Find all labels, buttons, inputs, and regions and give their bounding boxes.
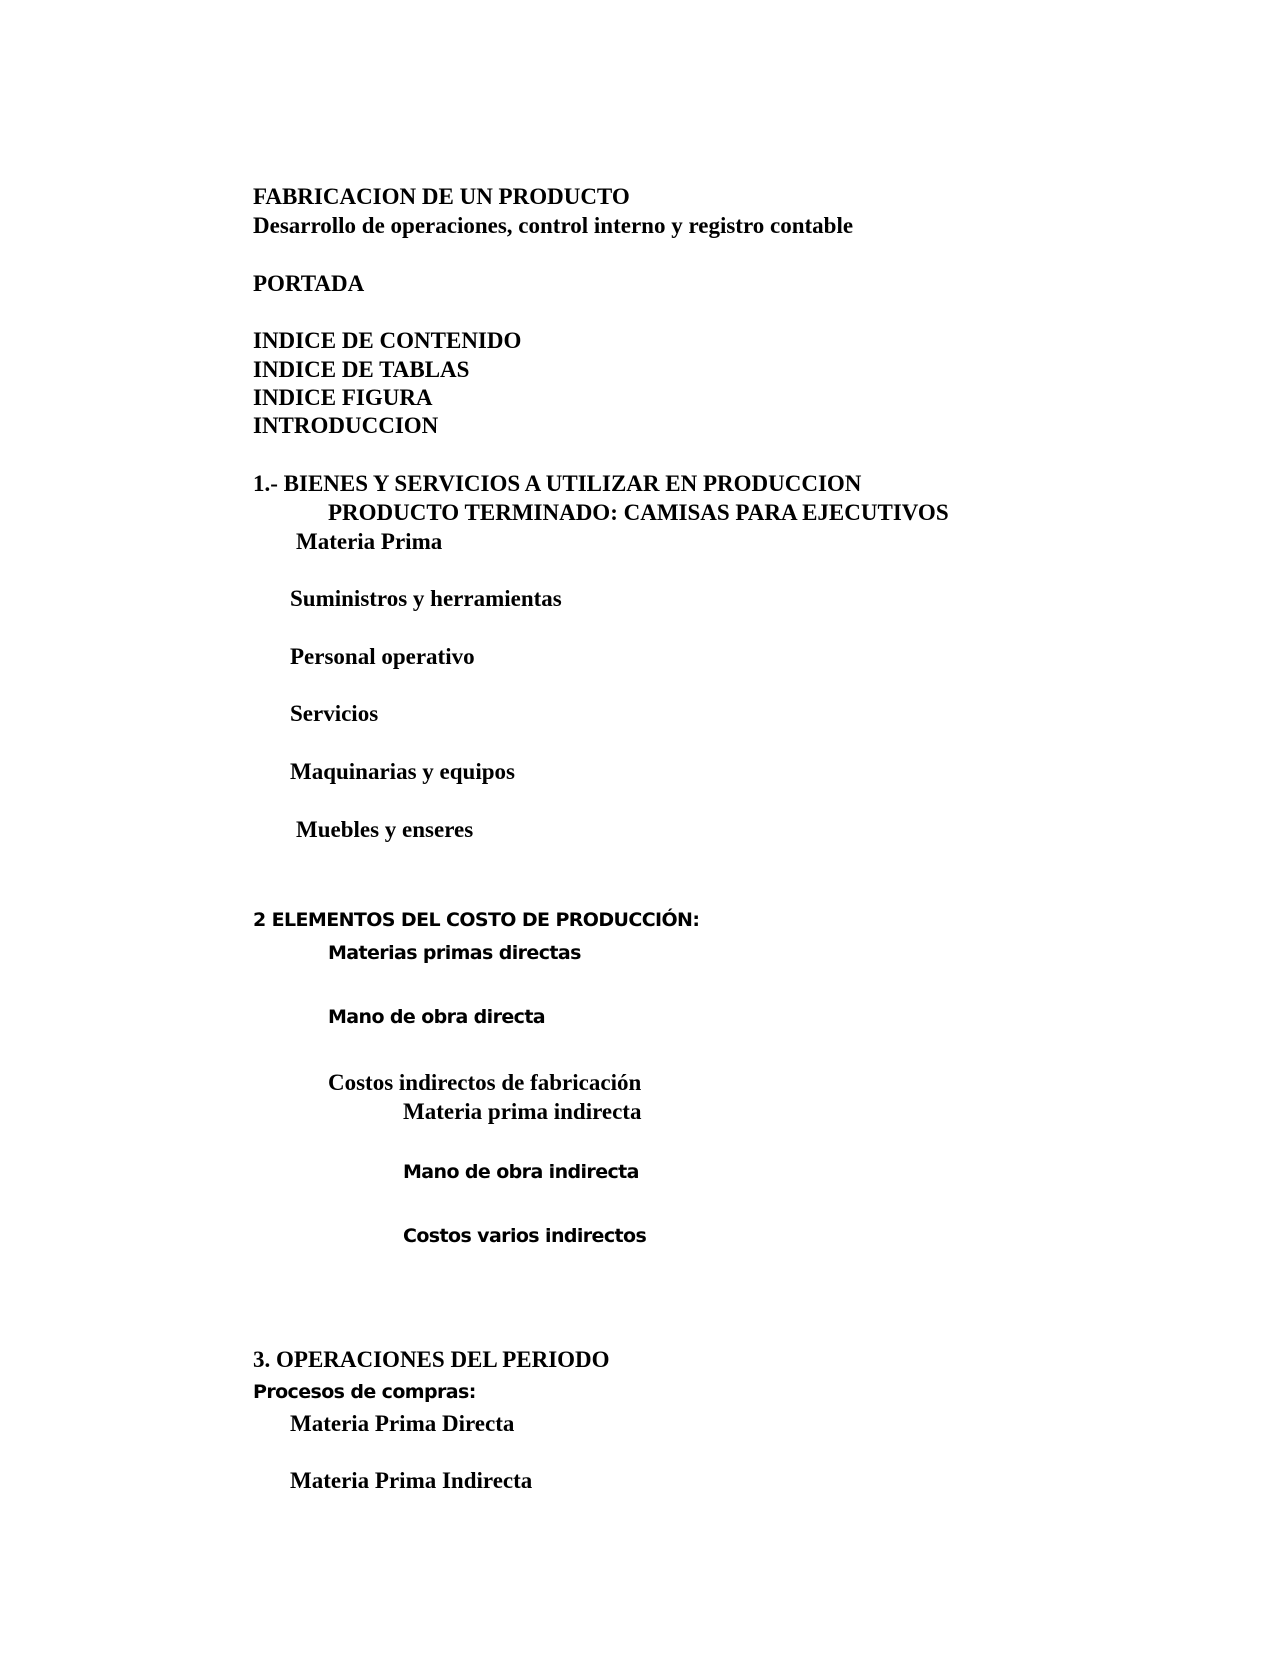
section2-subitem: Materia prima indirecta xyxy=(403,1099,642,1124)
section3-item: Materia Prima Indirecta xyxy=(290,1468,533,1493)
section2-heading: 2 ELEMENTOS DEL COSTO DE PRODUCCIÓN: xyxy=(253,909,700,931)
cover-heading: PORTADA xyxy=(253,271,365,296)
document-subtitle: Desarrollo de operaciones, control interno y registro contable xyxy=(253,213,854,238)
section1-item: Personal operativo xyxy=(290,644,475,669)
document-title: FABRICACION DE UN PRODUCTO xyxy=(253,184,630,209)
section3-item: Materia Prima Directa xyxy=(290,1411,515,1436)
section2-subitem: Mano de obra indirecta xyxy=(403,1161,639,1183)
section1-item: Servicios xyxy=(290,701,379,726)
section1-item: Materia Prima xyxy=(296,529,443,554)
section3-subheading: Procesos de compras: xyxy=(253,1381,476,1403)
section1-heading: 1.- BIENES Y SERVICIOS A UTILIZAR EN PRODUCCION xyxy=(253,471,862,496)
toc-entry-tables: INDICE DE TABLAS xyxy=(253,357,470,382)
section3-heading: 3. OPERACIONES DEL PERIODO xyxy=(253,1347,610,1372)
toc-entry-contents: INDICE DE CONTENIDO xyxy=(253,328,522,353)
toc-entry-introduction: INTRODUCCION xyxy=(253,413,439,438)
section1-item: Maquinarias y equipos xyxy=(290,759,515,784)
toc-entry-figures: INDICE FIGURA xyxy=(253,385,433,410)
section2-item: Costos indirectos de fabricación xyxy=(328,1070,642,1095)
section2-item: Materias primas directas xyxy=(328,942,581,964)
section1-subheading: PRODUCTO TERMINADO: CAMISAS PARA EJECUTIVOS xyxy=(328,500,949,525)
section1-item: Suministros y herramientas xyxy=(290,586,562,611)
section2-subitem: Costos varios indirectos xyxy=(403,1225,647,1247)
section1-item: Muebles y enseres xyxy=(296,817,474,842)
section2-item: Mano de obra directa xyxy=(328,1006,546,1028)
